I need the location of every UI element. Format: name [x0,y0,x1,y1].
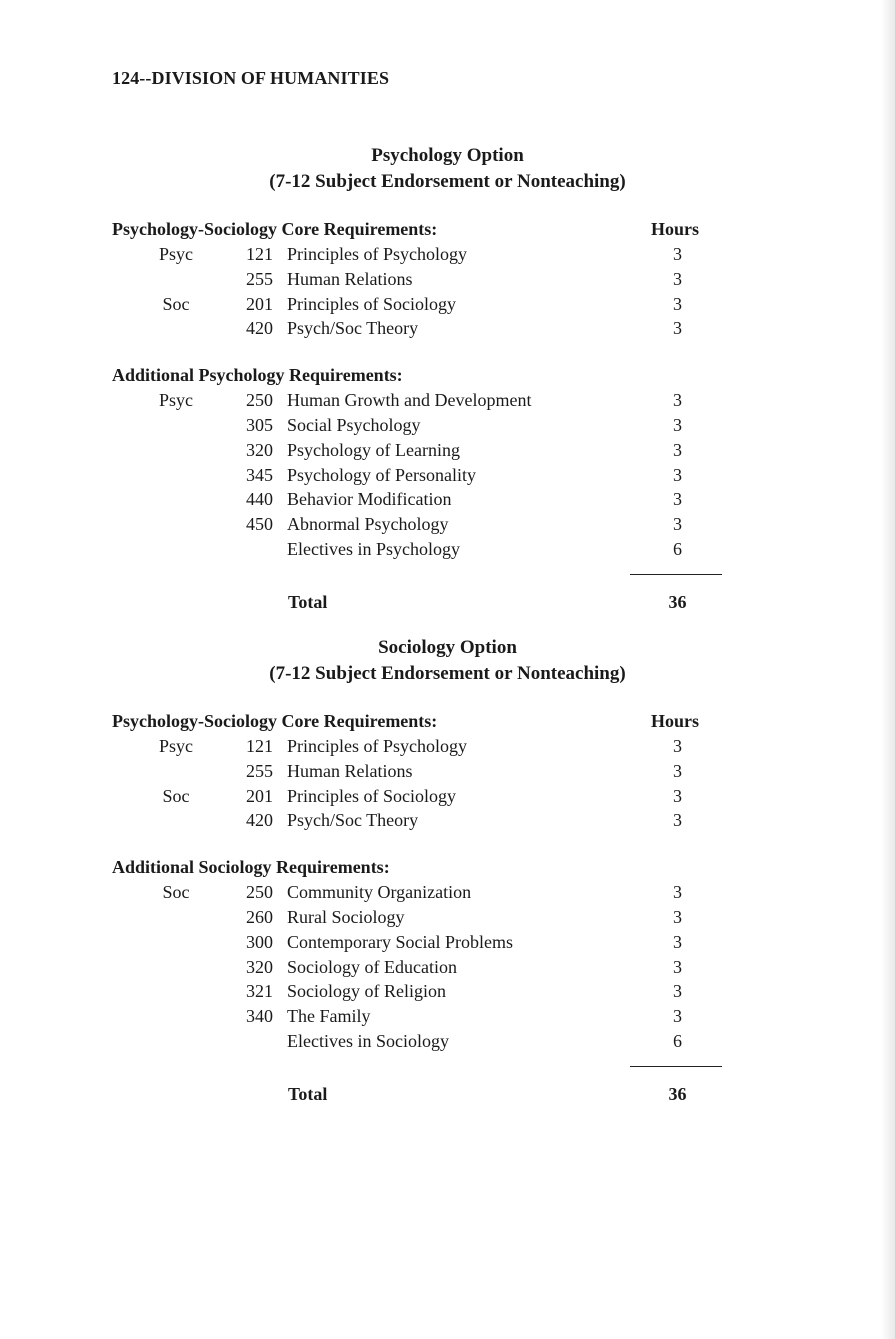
course-hours: 3 [673,736,682,756]
course-row [0,390,895,415]
course-dept: Soc [162,785,190,806]
course-hours: 3 [673,882,682,903]
course-number: 201 [246,293,273,314]
course-number: 320 [246,439,273,460]
course-row [0,294,895,319]
course-title: Principles of Sociology [287,293,456,314]
course-number: 201 [246,785,273,806]
course-row [0,465,895,490]
course-number: 420 [246,810,273,831]
course-row [0,415,895,440]
core-heading-label: Psychology-Sociology Core Requirements: [112,219,438,239]
core-requirements-heading [0,219,895,244]
option-title: Psychology Option [371,145,524,166]
course-hours: 3 [673,931,682,952]
course-number: 420 [246,318,273,339]
course-title: Sociology of Education [287,956,457,977]
course-row [0,318,895,343]
course-title: Human Growth and Development [287,390,532,411]
course-hours: 3 [673,1006,682,1027]
option-subtitle: (7-12 Subject Endorsement or Nonteaching) [269,171,626,192]
total-hours: 36 [668,1083,687,1104]
course-row [0,440,895,465]
course-number: 121 [246,736,273,756]
course-row [0,761,895,786]
course-hours: 3 [673,318,682,339]
course-number: 255 [246,268,273,289]
course-row [0,489,895,514]
course-row [0,810,895,835]
core-course-list [0,244,895,343]
course-number: 250 [246,390,273,411]
course-title: Electives in Psychology [287,538,460,559]
course-title: Electives in Sociology [287,1030,449,1051]
core-course-list [0,736,895,835]
additional-course-list [0,390,895,564]
course-title: Rural Sociology [287,906,405,927]
course-row [0,514,895,539]
course-hours: 6 [673,538,682,559]
total-rule [0,564,895,592]
additional-heading-label: Additional Psychology Requirements: [112,365,403,386]
course-hours: 3 [673,414,682,435]
option-subtitle: (7-12 Subject Endorsement or Nonteaching) [269,663,626,684]
total-rule [0,1056,895,1084]
course-hours: 3 [673,489,682,510]
course-title: Principles of Psychology [287,244,467,264]
course-title: The Family [287,1006,371,1027]
core-requirements-heading [0,711,895,736]
course-dept: Soc [162,882,190,903]
course-title: Social Psychology [287,414,421,435]
additional-requirements-heading [0,857,895,882]
course-row [0,932,895,957]
course-row [0,736,895,761]
course-row [0,539,895,564]
sociology-option-section [0,635,895,1110]
course-hours: 3 [673,293,682,314]
course-number: 300 [246,931,273,952]
course-hours: 3 [673,785,682,806]
course-row [0,1031,895,1056]
course-title: Behavior Modification [287,489,452,510]
course-hours: 3 [673,439,682,460]
course-title: Human Relations [287,268,413,289]
hours-column-header: Hours [650,711,699,731]
course-number: 440 [246,489,273,510]
additional-course-list [0,882,895,1056]
course-hours: 3 [673,244,682,264]
course-dept: Soc [162,293,190,314]
course-row [0,981,895,1006]
additional-requirements-heading [0,365,895,390]
course-dept: Psyc [158,736,193,756]
course-number: 260 [246,906,273,927]
course-title: Sociology of Religion [287,981,446,1002]
course-hours: 3 [673,981,682,1002]
course-number: 340 [246,1006,273,1027]
course-title: Principles of Sociology [287,785,456,806]
course-number: 250 [246,882,273,903]
additional-heading-label: Additional Sociology Requirements: [112,857,390,878]
course-row [0,957,895,982]
course-title: Psychology of Learning [287,439,460,460]
course-hours: 3 [673,760,682,781]
psychology-option-section [0,143,895,618]
course-number: 121 [246,244,273,264]
course-title: Community Organization [287,882,472,903]
total-row [0,592,895,618]
course-row [0,269,895,294]
total-label: Total [288,591,328,612]
course-title: Abnormal Psychology [287,514,449,535]
course-row [0,786,895,811]
course-dept: Psyc [158,390,193,411]
course-title: Human Relations [287,760,413,781]
total-label: Total [288,1083,328,1104]
course-hours: 3 [673,390,682,411]
course-hours: 3 [673,810,682,831]
course-row [0,244,895,269]
course-number: 345 [246,464,273,485]
hours-column-header: Hours [650,219,699,239]
course-title: Contemporary Social Problems [287,931,513,952]
course-number: 320 [246,956,273,977]
course-row [0,1006,895,1031]
course-title: Psych/Soc Theory [287,318,419,339]
course-number: 321 [246,981,273,1002]
course-title: Psychology of Personality [287,464,476,485]
course-title: Principles of Psychology [287,736,467,756]
core-heading-label: Psychology-Sociology Core Requirements: [112,711,438,731]
course-row [0,882,895,907]
total-hours: 36 [668,591,687,612]
option-title: Sociology Option [378,637,517,658]
course-dept: Psyc [158,244,193,264]
course-hours: 6 [673,1030,682,1051]
course-number: 255 [246,760,273,781]
course-hours: 3 [673,956,682,977]
course-row [0,907,895,932]
total-row [0,1084,895,1110]
course-title: Psych/Soc Theory [287,810,419,831]
course-hours: 3 [673,268,682,289]
course-hours: 3 [673,906,682,927]
course-number: 450 [246,514,273,535]
course-hours: 3 [673,514,682,535]
course-number: 305 [246,414,273,435]
page-header: 124--DIVISION OF HUMANITIES [112,68,390,88]
course-hours: 3 [673,464,682,485]
